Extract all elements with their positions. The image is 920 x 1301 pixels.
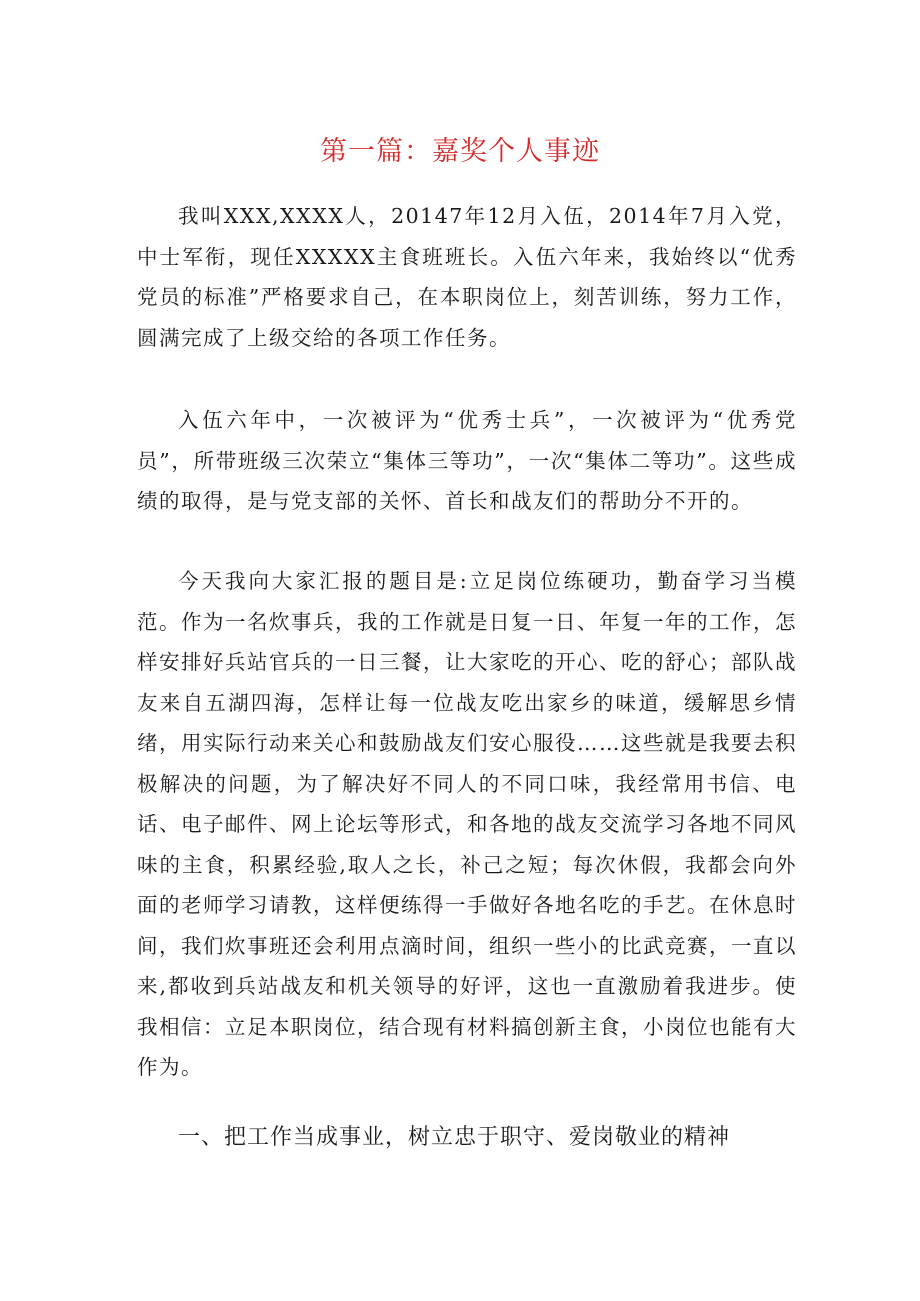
section-heading: 一、把工作当成事业，树立忠于职守、爱岗敬业的精神 bbox=[178, 1125, 731, 1150]
body-paragraph-3: 今天我向大家汇报的题目是:立足岗位练硬功，勤奋学习当模范。作为一名炊事兵，我的工作就是日复一日、年复一年的工作，怎样安排好兵站官兵的一日三餐，让大家吃的开心、吃的舒心；部队战友来自五湖四海，怎样让每一位战友吃出家乡的味道，缓解思乡情绪，用实际行动来关心和鼓励战友们安心服役……这些就是我要去积极解决的问题，为了解决好不同人的不同口味，我经常用书信、电话、电子邮件、网上论坛等形式，和各地的战友交流学习各地不同风味的主食，积累经验,取人之长，补己之短；每次休假，我都会向外面的老师学习请教，这样便练得一手做好各地名吃的手艺。在休息时间，我们炊事班还会利用点滴时间，组织一些小的比武竞赛，一直以来,都收到兵站战友和机关领导的好评，这也一直激励着我进步。使我相信：立足本职岗位，结合现有材料搞创新主食，小岗位也能有大作为。 bbox=[137, 569, 797, 1079]
body-paragraph-1: 我叫XXX,XXXX人，20147年12月入伍，2014年7月入党，中士军衔，现任XXXXX主食班班长。入伍六年来，我始终以“优秀党员的标准”严格要求自己，在本职岗位上，刻苦训练，努力工作，圆满完成了上级交给的各项工作任务。 bbox=[137, 204, 797, 350]
document-title: 第一篇：嘉奖个人事迹 bbox=[320, 136, 600, 167]
body-paragraph-2: 入伍六年中，一次被评为“优秀士兵”，一次被评为“优秀党员”，所带班级三次荣立“集体三等功”，一次“集体二等功”。这些成绩的取得，是与党支部的关怀、首长和战友们的帮助分不开的。 bbox=[137, 408, 797, 513]
